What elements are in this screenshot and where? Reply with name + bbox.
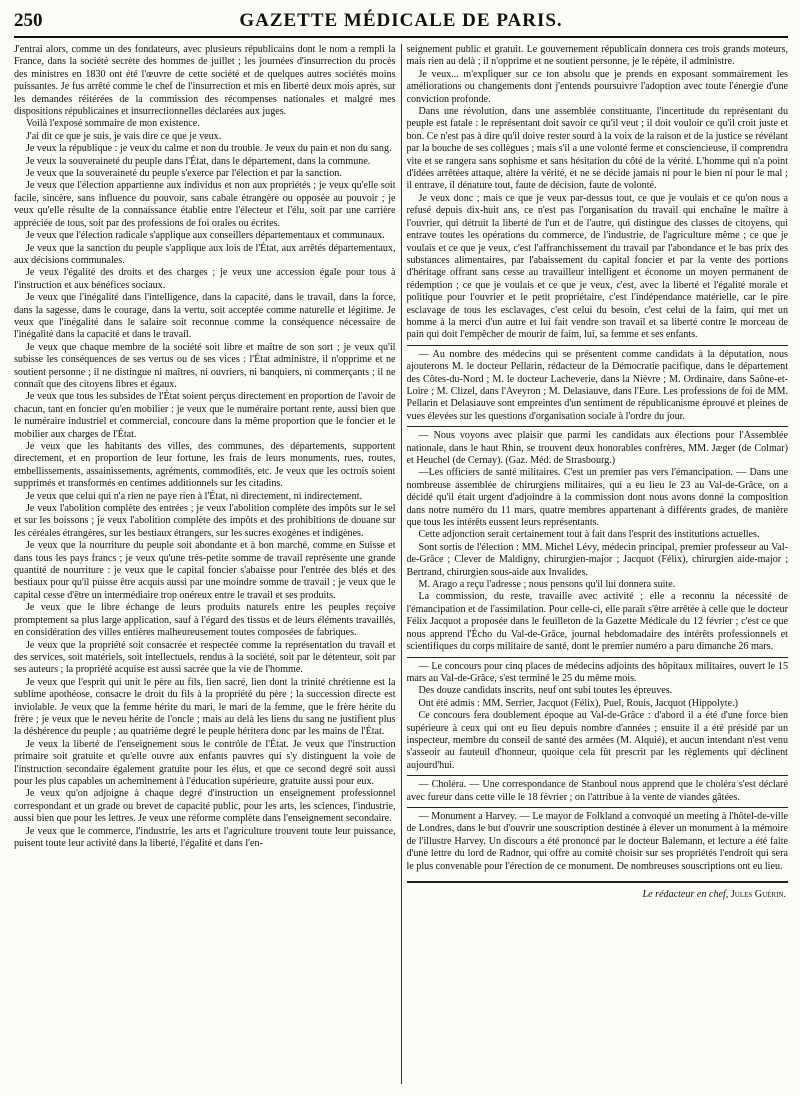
paragraph: Je veux... m'expliquer sur ce ton absolu que je prends en exposant sommairement les améliorations ou changements dont j'entends poursuivre l'adoption avec toute l'énergie d'une conviction profonde. <box>406 68 788 105</box>
paragraph: Je veux que la souveraineté du peuple s'exerce par l'élection et par la sanction. <box>26 168 342 180</box>
paragraph: Je veux la liberté de l'enseignement sous le contrôle de l'État. Je veux que l'instruction primaire soit gratuite et qu'elle ouvre aux enfants pauvres qui s'y distinguent la voie de l'instruction secondaire également gratuite pour les élus, et que ce second degré soit aussi pour les plus capables un acheminement à l'éducation supérieure, gratuite aussi pour eux. <box>14 738 396 787</box>
closing-rule <box>407 881 789 883</box>
news-item: Ce concours fera doublement époque au Val-de-Grâce : d'abord il a été d'une force bien supérieure à ceux qui ont eu lieu depuis nombre d'années ; ensuite il a été présidé par un inspecteur, membre du conseil de santé des armées (M. Alquié), et aucun intendant n'est venu s'asseoir au fauteuil d'honneur, quoique cela fût prescrit par les règlements qui déclinent aujourd'hui. <box>406 710 788 771</box>
news-item: — Au nombre des médecins qui se présentent comme candidats à la députation, nous ajouterons M. le docteur Pellarin, rédacteur de la Démocratie pacifique, dans le département des Côtes-du-Nord ; M. le docteur Lacheverie, dans la Nièvre ; M. Ordinaire, dans Saône-et-Loire ; M. Clizel, dans l'Aveyron ; M. Delasiauve, dans l'Eure. Les professions de foi de MM. Pellarin et Delasiauve sont empreintes d'un sentiment de républicanisme éprouvé et pleines de vues élevées sur les questions d'organisation sociale à l'ordre du jour. <box>406 348 788 422</box>
page-header <box>14 10 788 38</box>
paragraph: Je veux l'abolition complète des entrées ; je veux l'abolition complète des impôts sur le sel et sur les boissons ; je veux l'abolition complète des impôts et des prohibitions de douane sur les céréales étrangères, sur les bestiaux étrangers, sur les sucres exogènes et indigènes. <box>14 503 396 539</box>
paragraph: Je veux que le libre échange de leurs produits naturels entre les peuples reçoive promptement sa plus large application, sauf à l'égard des tissus et de leurs éléments travaillés, en considération des villes entières malheureusement toutes composées de fabriques. <box>14 602 396 639</box>
paragraph: Je veux que le commerce, l'industrie, les arts et l'agriculture trouvent toute leur puissance, puisent toute leur activité dans la liberté, l'égalité et dans l'en- <box>14 825 396 849</box>
paragraph: Je veux donc ; mais ce que je veux par-dessus tout, ce que je voulais et ce qu'on nous a refusé depuis dix-huit ans, ce n'est pas l'organisation du travail qui enchaîne le maître à l'ouvrier, qui détruit la liberté de l'un et de l'autre, qui distingue des classes de citoyens, qui entrave toutes les opérations du commerce, de l'industrie, de l'agriculture même ; ce que je voulais et ce que je veux, c'est l'affranchissement du travail par l'abondance et le bas prix des substances alimentaires, par l'abaissement du capital foncier et par la vente des portions d'héritage offrant sans cesse au travailleur intelligent et économe un moyen permanent de rédemption ; ce que je voulais et ce que je veux, c'est, avec la liberté et l'égalité morale et politique pour l'ouvrier et le petit propriétaire, c'est l'indépendance matérielle, car le pire esclavage de tous les esclavages, c'est celui du besoin, c'est celui de la faim, qui met un homme à la merci d'un autre et lui fait vendre son travail et sa liberté contre le morceau de pain qui doit l'empêcher de mourir de faim, lui, sa femme et ses enfants. <box>406 192 788 341</box>
paragraph: Je veux que chaque membre de la société soit libre et maître de son sort ; je veux qu'il subisse les conséquences de ses vertus ou de ses vices : l'État administre, il n'opprime et ne soutient personne ; il ne distingue ni maîtres, ni ouvriers, ni banquiers, ni commerçants ; il ne connaît que des citoyens libres et égaux. <box>14 341 396 390</box>
paragraph: J'entrai alors, comme un des fondateurs, avec plusieurs républicains dont le nom a rempli la France, dans la société secrète des hommes de juillet ; les journées d'insurrection du procès des ministres en 1830 ont été l'œuvre de cette société et de quelques autres sociétés moins puissantes. Je fus arrêté comme le chef de l'insurrection et mis en liberté deux mois après, sur les demandes réitérées de la commission des récompenses nationales et malgré mes dispositions républicaines et insurrectionnelles déclarées aux juges. <box>14 44 396 118</box>
news-item: — Choléra. — Une correspondance de Stanboul nous apprend que le choléra s'est déclaré avec fureur dans cette ville le 18 février ; on l'attribue à la vente de viandes gâtées. <box>406 779 788 803</box>
section-divider <box>407 345 789 346</box>
paragraph: Je veux que l'élection radicale s'applique aux conseillers départementaux et communaux. <box>26 230 385 242</box>
paragraph: Je veux la république : je veux du calme et non du trouble. Je veux du pain et non du sang. <box>26 143 392 155</box>
section-divider <box>407 657 789 658</box>
news-item: Cette adjonction serait certainement tout à fait dans l'esprit des institutions actuelles. <box>418 529 760 541</box>
paragraph: Je veux la souveraineté du peuple dans l'État, dans le département, dans la commune. <box>26 155 371 167</box>
right-column <box>407 44 789 1084</box>
left-column <box>14 44 396 1084</box>
paragraph: Dans une révolution, dans une assemblée constituante, l'incertitude du représentant du peuple est fatale : le représentant doit savoir ce qu'il veut ; il doit vouloir ce qu'il croit juste et bon. Ce n'est pas à dire qu'il doive rester sourd à la voix de la raison et de la justice se révélant par la bouche de ses collègues ; mais s'il a une volonté ferme et consciencieuse, il comprendra vite et se rangera sans sophisme et sans hésitation du côté de la vérité. L'homme qui n'a point d'idées arrêtées attaque, altère la vérité, et ne se décide jamais ni pour le bien ni pour le mal ; il entrave, il dénature tout, faute de décision, faute de volonté. <box>406 106 788 192</box>
paragraph: Je veux que l'élection appartienne aux individus et non aux propriétés ; je veux qu'elle soit facile, sincère, sans influence du pouvoir, sans cabale étrangère ou opposée au pouvoir ; je veux qu'elle résulte de la connaissance établie entre l'électeur et l'élu, soit par une carrière appréciée de tous, soit par des professions de foi orales ou écrites. <box>14 180 396 229</box>
paragraph: Je veux que l'inégalité dans l'intelligence, dans la capacité, dans le travail, dans la force, dans la sagesse, dans le courage, dans la vertu, soit acceptée comme naturelle et légitime. Je veux que l'inégalité dans le salaire soit reconnue comme la conséquence nécessaire de l'inégalité dans la capacité et dans le travail. <box>14 292 396 341</box>
page-number: 250 <box>14 10 43 31</box>
section-divider <box>407 775 789 776</box>
news-item: — Le concours pour cinq places de médecins adjoints des hôpitaux militaires, ouvert le 15 mars au Val-de-Grâce, s'est terminé le 25 du même mois. <box>406 660 788 684</box>
editor-name: Jules Guérin. <box>730 889 786 900</box>
section-divider <box>407 426 789 427</box>
news-item: — Monument a Harvey. — Le mayor de Folkland a convoqué un meeting à l'hôtel-de-ville de Londres, dans le but d'ouvrir une souscription destinée à élever un monument à la mémoire de l'illustre Harvey. Un discours a été prononcé par le docteur Balemann, et lecture a été faite d'une lettre du lord de Radnor, qui offre au comité choisir sur ses propriétés l'endroit qui sera le plus convenable pour l'érection de ce monument. De nombreuses souscriptions ont eu lieu. <box>406 810 788 872</box>
news-item: Ont été admis : MM. Serrier, Jacquot (Félix), Puel, Rouis, Jacquot (Hippolyte.) <box>418 697 738 709</box>
paragraph: Je veux que la nourriture du peuple soit abondante et à bon marché, comme en Suisse et dans tous les pays francs ; je veux qu'une très-petite somme de travail représente une grande quantité de nourriture : je veux que le capital foncier s'abaisse pour l'entrée des blés et des bestiaux pour qu'il puisse être acquis aussi par une moindre somme de travail ; je veux que le capital cesse d'être un intermédiaire trop onéreux entre le travail et ses produits. <box>14 540 396 601</box>
paragraph: Je veux que la sanction du peuple s'applique aux lois de l'État, aux arrêtés départementaux, aux décisions communales. <box>14 242 396 266</box>
paragraph: Je veux que la propriété soit consacrée et respectée comme la représentation du travail et des services, soit matériels, soit intellectuels, rendus à la société, soit par le détenteur, soit par ses auteurs ; la propriété acquise est aussi sacrée que la vie de l'homme. <box>14 639 396 676</box>
editor-signature <box>407 889 789 901</box>
paragraph: Je veux que l'esprit qui unit le père au fils, lien sacré, lien dont la trinité chrétienne est la sublime apothéose, consacre le droit du fils à la propriété du père ; la succession directe est inviolable. Je veux que la femme hérite du mari, le mari de la femme, que le frère hérite du frère ; je veux que le neveu hérite de l'oncle ; mais au delà les liens du sang ne justifient plus la déshérence du peuple ; au quatrième degré le peuple héritera donc par les mains de l'État. <box>14 676 396 738</box>
journal-title: GAZETTE MÉDICALE DE PARIS. <box>239 10 563 31</box>
column-rule <box>401 44 402 1084</box>
news-item: M. Arago a reçu l'adresse ; nous pensons qu'il lui donnera suite. <box>418 579 676 591</box>
paragraph: seignement public et gratuit. Le gouvernement républicain donnera ces trois grands moteurs, mais rien au delà ; il n'opprime et ne soutient personne, je le répète, il administre. <box>406 44 788 68</box>
paragraph: Je veux que celui qui n'a rien ne paye rien à l'État, ni directement, ni indirectement. <box>26 490 363 502</box>
paragraph: Voilà l'exposé sommaire de mon existence. <box>26 118 200 130</box>
news-item: Des douze candidats inscrits, neuf ont subi toutes les épreuves. <box>418 685 673 697</box>
news-item: — Nous voyons avec plaisir que parmi les candidats aux élections pour l'Assemblée nationale, dans le haut Rhin, se trouvent deux honorables confrères, MM. Jæger (de Colmar) et Heuchel (de Cernay). (Gaz. Méd. de Strasbourg.) <box>406 430 788 466</box>
news-item: La commission, du reste, travaille avec activité ; elle a reconnu la nécessité de l'émancipation et de l'assimilation. Pour celle-ci, elle paraît s'être arrêtée à celle que le docteur Félix Jacquot a proposée dans le feuilleton de la Gazette Médicale du 12 février ; c'est ce que nous apprend l'Écho du Val-de-Grâce, journal hebdomadaire des intérêts professionnels et scientifiques du corps militaire de santé, dont le premier numéro a paru dimanche 26 mars. <box>406 591 788 653</box>
paragraph: Je veux qu'on adjoigne à chaque degré d'instruction un enseignement professionnel correspondant et un grade ou brevet de capacité public, pour les arts, les sciences, l'industrie, aussi bien que pour les lettres. Je veux une réforme complète dans l'enseignement secondaire. <box>14 788 396 825</box>
signature-label: Le rédacteur en chef, <box>642 889 729 900</box>
paragraph: Je veux que les habitants des villes, des communes, des départements, supportent directement, et en proportion de leur fortune, les frais de leurs monuments, rues, routes, embellissements, assainissements, agréments, commodités, etc. Je veux que les octrois soient supprimés et transformés en centimes additionnels sur les citadins. <box>14 441 396 490</box>
columns <box>14 44 788 1084</box>
section-divider <box>407 807 789 808</box>
news-item: Sont sortis de l'élection : MM. Michel Lévy, médecin principal, premier professeur au Val-de-Grâce ; Clever de Maldigny, chirurgien-major ; Jacquot (Félix), chirurgien aide-major ; Bertrand, chirurgien sous-aide aux Invalides. <box>406 541 788 578</box>
paragraph: Je veux l'égalité des droits et des charges ; je veux une accession égale pour tous à l'instruction et aux bénéfices sociaux. <box>14 267 396 291</box>
paragraph: J'ai dit ce que je suis, je vais dire ce que je veux. <box>26 130 222 142</box>
news-item: —Les officiers de santé militaires. C'est un premier pas vers l'émancipation. — Dans une nombreuse assemblée de chirurgiens militaires, qui a eu lieu le 23 au Val-de-Grâce, on a décidé qu'il était urgent d'adjoindre à la commission dont nous avons donné la composition dans notre numéro du 11 mars, quatre membres appartenant à différents grades, de manière que tous les intérêts eussent leurs représentants. <box>406 467 788 529</box>
paragraph: Je veux que tous les subsides de l'État soient perçus directement en proportion de l'avoir de chacun, tant en foncier qu'en mobilier : je veux que le numéraire portant rente, aussi bien que le numéraire industriel et commercial, concoure dans la même proportion que le foncier et le mobilier aux charges de l'État. <box>14 391 396 440</box>
